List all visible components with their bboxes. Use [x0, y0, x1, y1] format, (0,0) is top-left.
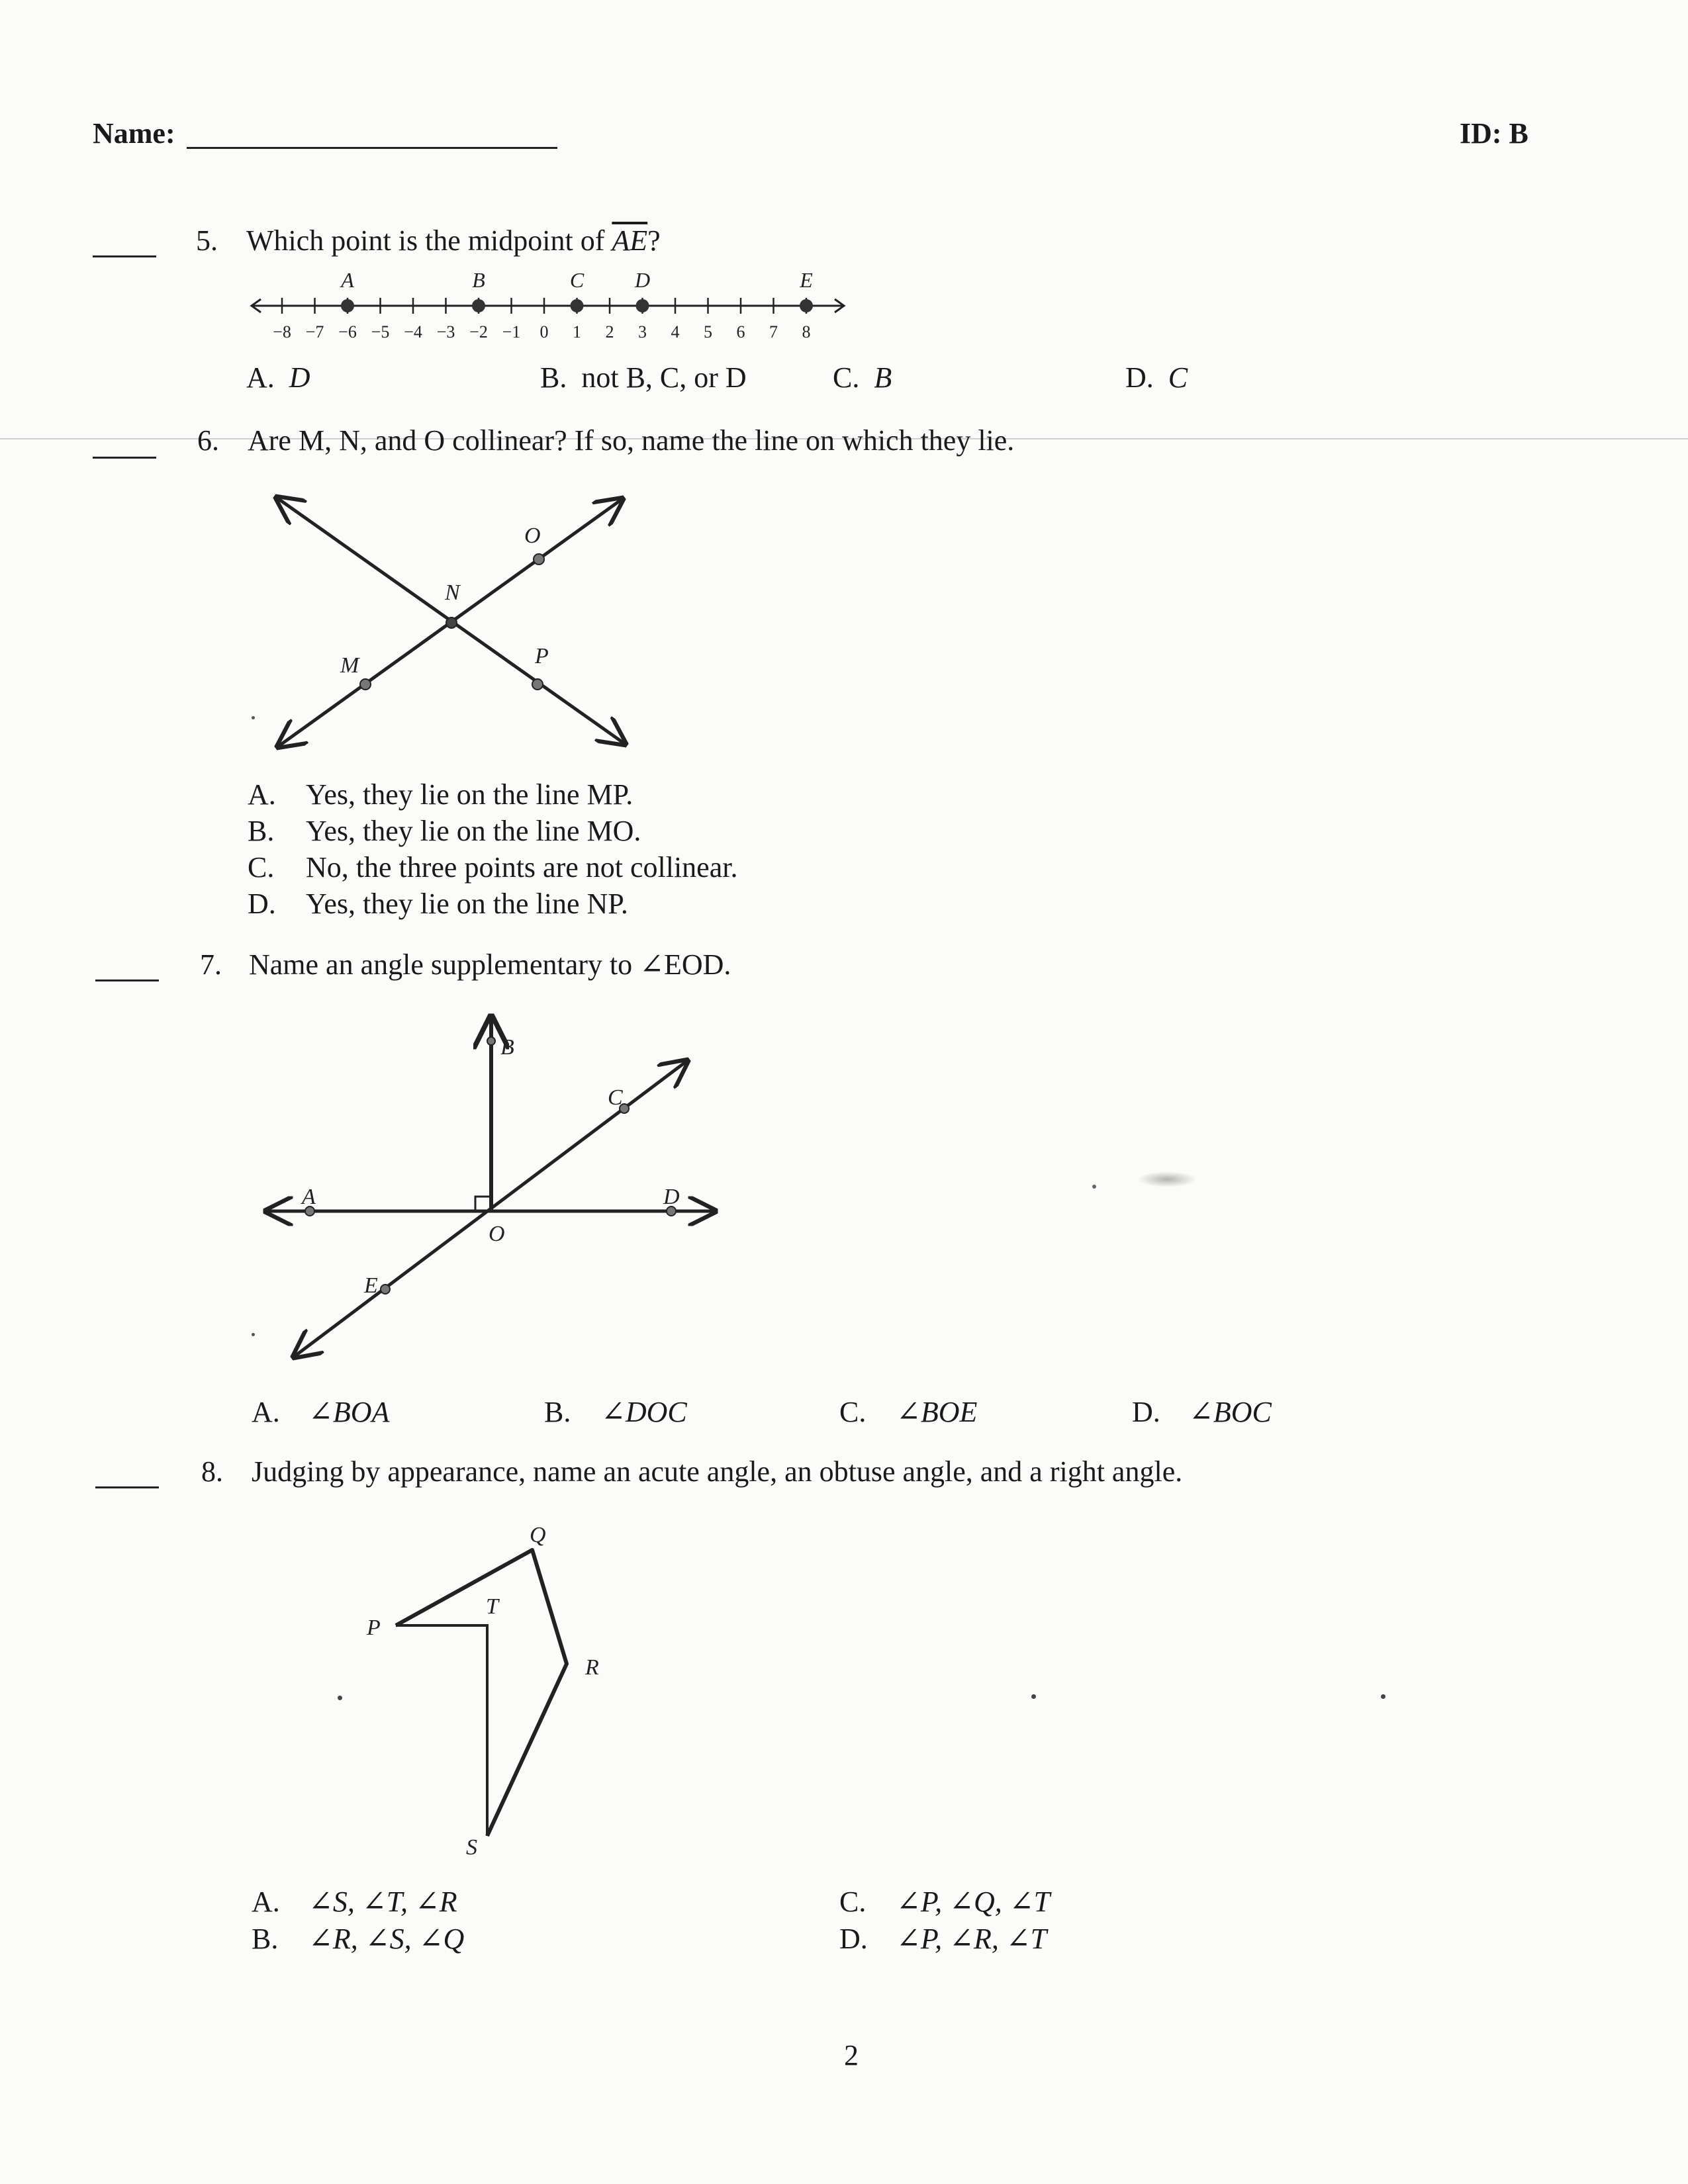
tick-label: −5: [371, 322, 390, 341]
q7-number: 7.: [200, 948, 222, 981]
number-line-point: [341, 299, 354, 312]
tick-label: −1: [502, 322, 521, 341]
point-label: D: [634, 268, 651, 292]
tick-label: 1: [573, 322, 581, 341]
q6-option-a[interactable]: [248, 778, 633, 811]
label-p: P: [367, 1615, 381, 1640]
label-d: D: [663, 1185, 680, 1209]
answer-blank-q6[interactable]: [93, 457, 156, 459]
number-line-point: [571, 299, 584, 312]
tick-label: 5: [704, 322, 712, 341]
point-b: [487, 1037, 495, 1045]
point-e: [381, 1285, 390, 1294]
label-a: A: [302, 1185, 316, 1209]
q5-number: 5.: [196, 224, 218, 257]
q8-option-c-text: ∠P, ∠Q, ∠T: [896, 1886, 1051, 1918]
q8-figure: [344, 1516, 649, 1873]
tick-label: 4: [671, 322, 680, 341]
q6-option-c-letter: C.: [248, 851, 275, 884]
point-n: [446, 617, 457, 628]
q5-option-d[interactable]: [1125, 361, 1188, 394]
tick-label: 6: [736, 322, 745, 341]
q7-text: Name an angle supplementary to ∠EOD.: [249, 948, 731, 981]
q7-option-c-text: ∠BOE: [896, 1396, 978, 1428]
q5-option-b-text: not B, C, or D: [581, 361, 747, 394]
q8-option-a-text: ∠S, ∠T, ∠R: [308, 1886, 457, 1918]
number-line-point: [472, 299, 485, 312]
tick-label: −3: [436, 322, 455, 341]
scan-speck: [1381, 1694, 1385, 1699]
q6-option-a-letter: A.: [248, 778, 276, 811]
tick-label: 7: [769, 322, 778, 341]
label-b: B: [500, 1035, 514, 1060]
q7-option-c[interactable]: [839, 1395, 977, 1429]
point-label: A: [341, 268, 354, 292]
number-line-point: [636, 299, 649, 312]
q6-figure: [245, 477, 655, 768]
scan-speck: [252, 1333, 255, 1336]
q6-number: 6.: [197, 424, 219, 457]
q8-option-a[interactable]: [252, 1885, 457, 1919]
scan-speck: [252, 716, 255, 719]
label-m: M: [340, 653, 359, 678]
q8-option-d[interactable]: [839, 1922, 1047, 1956]
q8-option-d-letter: D.: [839, 1923, 868, 1955]
point-p: [532, 679, 543, 690]
q8-option-d-text: ∠P, ∠R, ∠T: [896, 1923, 1047, 1955]
q5-option-c-letter: C.: [833, 361, 860, 394]
label-n: N: [445, 580, 460, 605]
q5-option-a-text: D: [289, 361, 310, 394]
answer-blank-q7[interactable]: [95, 979, 159, 981]
label-s: S: [466, 1835, 477, 1860]
point-label: E: [800, 268, 813, 292]
q5-option-c-text: B: [874, 361, 892, 394]
name-underline[interactable]: [187, 147, 557, 149]
q7-option-d-text: ∠BOC: [1189, 1396, 1272, 1428]
q6-option-b-text: Yes, they lie on the line MO.: [306, 815, 641, 847]
name-label: Name:: [93, 117, 175, 150]
point-m: [360, 679, 371, 690]
q5-option-c[interactable]: [833, 361, 892, 394]
q5-option-b[interactable]: [540, 361, 747, 394]
number-line-point: [800, 299, 813, 312]
scan-speck: [1092, 1185, 1096, 1189]
label-o: O: [489, 1222, 505, 1246]
scan-speck: [338, 1696, 342, 1700]
q7-option-d-letter: D.: [1132, 1396, 1160, 1428]
polyline-p-q-r-s: [396, 1550, 567, 1836]
tick-label: 0: [539, 322, 549, 341]
q6-option-d-letter: D.: [248, 887, 276, 920]
q5-text-before: Which point is the midpoint of: [246, 224, 612, 257]
q6-option-d[interactable]: [248, 887, 628, 921]
label-r: R: [585, 1655, 599, 1680]
q8-option-c[interactable]: [839, 1885, 1050, 1919]
q7-option-c-letter: C.: [839, 1396, 867, 1428]
label-o: O: [524, 523, 541, 548]
q7-option-b-text: ∠DOC: [601, 1396, 687, 1428]
q7-option-a[interactable]: [252, 1395, 389, 1429]
point-label: B: [472, 268, 485, 292]
q7-option-d[interactable]: [1132, 1395, 1272, 1429]
q5-option-d-text: C: [1168, 361, 1188, 394]
q5-question: [246, 224, 661, 257]
q6-option-d-text: Yes, they lie on the line NP.: [306, 887, 628, 920]
q5-option-a[interactable]: [246, 361, 310, 394]
label-t: T: [486, 1594, 498, 1619]
q7-option-a-text: ∠BOA: [308, 1396, 390, 1428]
label-p: P: [535, 644, 549, 668]
q5-option-a-letter: A.: [246, 361, 275, 394]
q8-number: 8.: [201, 1455, 223, 1488]
q6-text: Are M, N, and O collinear? If so, name the line on which they lie.: [248, 424, 1015, 457]
q7-option-a-letter: A.: [252, 1396, 280, 1428]
answer-blank-q8[interactable]: [95, 1486, 159, 1488]
answer-blank-q5[interactable]: [93, 255, 156, 257]
point-o: [534, 554, 544, 565]
q8-option-b-text: ∠R, ∠S, ∠Q: [308, 1923, 465, 1955]
id-label: ID: B: [1460, 117, 1528, 150]
number-line-group: [252, 268, 844, 341]
q5-segment: $\overline{AE}$: [612, 224, 648, 257]
tick-label: −4: [404, 322, 422, 341]
q8-option-c-letter: C.: [839, 1886, 867, 1918]
q8-text: Judging by appearance, name an acute angle, an obtuse angle, and a right angle.: [252, 1455, 1183, 1488]
tick-label: 3: [638, 322, 647, 341]
tick-label: 8: [802, 322, 811, 341]
scan-speck: [1031, 1694, 1036, 1699]
q5-option-d-letter: D.: [1125, 361, 1154, 394]
q5-option-b-letter: B.: [540, 361, 567, 394]
q5-text-after: ?: [647, 224, 661, 257]
label-c: C: [608, 1085, 623, 1110]
q7-option-b-letter: B.: [544, 1396, 571, 1428]
q6-option-c-text: No, the three points are not collinear.: [306, 851, 738, 884]
point-label: C: [569, 268, 585, 292]
q6-option-b[interactable]: [248, 814, 641, 848]
q8-option-b-letter: B.: [252, 1923, 279, 1955]
page-number: 2: [844, 2039, 859, 2071]
q6-option-a-text: Yes, they lie on the line MP.: [306, 778, 633, 811]
tick-label: −6: [338, 322, 357, 341]
scan-smudge: [1137, 1171, 1197, 1187]
label-e: E: [364, 1273, 378, 1298]
q6-option-b-letter: B.: [248, 815, 275, 847]
polyline-s-t-p: [396, 1625, 487, 1836]
tick-label: −2: [469, 322, 488, 341]
label-q: Q: [530, 1523, 546, 1547]
tick-label: 2: [605, 322, 614, 341]
q5-number-line: [245, 265, 861, 357]
q7-figure: [252, 1003, 728, 1373]
q6-option-c[interactable]: [248, 850, 737, 884]
tick-label: −8: [273, 322, 291, 341]
q8-option-b[interactable]: [252, 1922, 464, 1956]
q7-option-b[interactable]: [544, 1395, 687, 1429]
q8-option-a-letter: A.: [252, 1886, 280, 1918]
tick-label: −7: [305, 322, 324, 341]
